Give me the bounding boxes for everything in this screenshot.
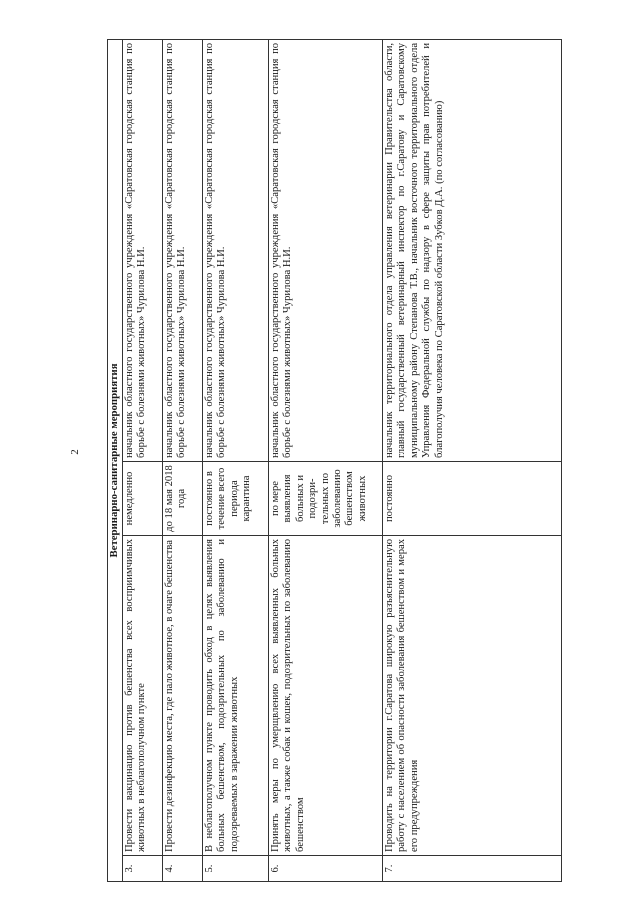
table-row xyxy=(123,39,163,881)
row-responsible: начальник областного государственного учреждения «Саратовская городская станция по борьбе с болезнями животных» Чурилова Н.И. xyxy=(203,39,269,461)
row-measure: В неблагополучном пункте проводить обход в целях выявления больных бешенством, подозрительных по заболеванию и подозреваемых в заражении животных xyxy=(203,536,269,856)
row-term: постоянно xyxy=(383,462,562,536)
row-measure: Принять меры по умерщвлению всех выявленных больных животных, а также собак и кошек, подозрительных по заболеванию бешенством xyxy=(269,536,383,856)
section-header-row xyxy=(108,39,123,881)
table-row xyxy=(383,39,562,881)
row-measure: Провести вакцинацию против бешенства всех восприимчивых животных в неблагополучном пункте xyxy=(123,536,163,856)
page-number: 2 xyxy=(68,449,81,455)
row-measure: Проводить на территории г.Саратова широкую разъяснительную работу с населением об опасности заболевания бешенством и мерах его предупреждения xyxy=(383,536,562,856)
row-number: 5. xyxy=(203,856,269,882)
row-responsible: начальник областного государственного учреждения «Саратовская городская станция по борьбе с болезнями животных» Чурилова Н.И. xyxy=(163,39,203,461)
row-term: по мере выявления больных и подозри-тельных по заболеванию бешенством животных xyxy=(269,462,383,536)
row-responsible: начальник областного государственного учреждения «Саратовская городская станция по борьбе с болезнями животных» Чурилова Н.И. xyxy=(123,39,163,461)
row-responsible: начальник территориального отдела управления ветеринарии Правительства области, главный государственный ветеринарный инспектор по г.Саратову и Саратовскому муниципальному району Степанова Т.В., начальник восточного территориального отдела Управления Федеральной службы по надзору в сфере защиты прав потребителей и благополучия человека по Саратовской области Зубков Д.А. (по согласованию) xyxy=(383,39,562,461)
row-number: 7. xyxy=(383,856,562,882)
row-responsible: начальник областного государственного учреждения «Саратовская городская станция по борьбе с болезнями животных» Чурилова Н.И. xyxy=(269,39,383,461)
row-number: 4. xyxy=(163,856,203,882)
row-measure: Провести дезинфекцию места, где пало животное, в очаге бешенства xyxy=(163,536,203,856)
section-title: Ветеринарно-санитарные мероприятия xyxy=(108,39,123,881)
table-row xyxy=(203,39,269,881)
row-term: постоянно в течение всего периода карантина xyxy=(203,462,269,536)
row-term: немедленно xyxy=(123,462,163,536)
rotated-table-container xyxy=(107,40,562,882)
table-row xyxy=(163,39,203,881)
table-row xyxy=(269,39,383,881)
row-number: 3. xyxy=(123,856,163,882)
row-term: до 18 мая 2018 года xyxy=(163,462,203,536)
row-number: 6. xyxy=(269,856,383,882)
measures-table xyxy=(107,39,562,882)
